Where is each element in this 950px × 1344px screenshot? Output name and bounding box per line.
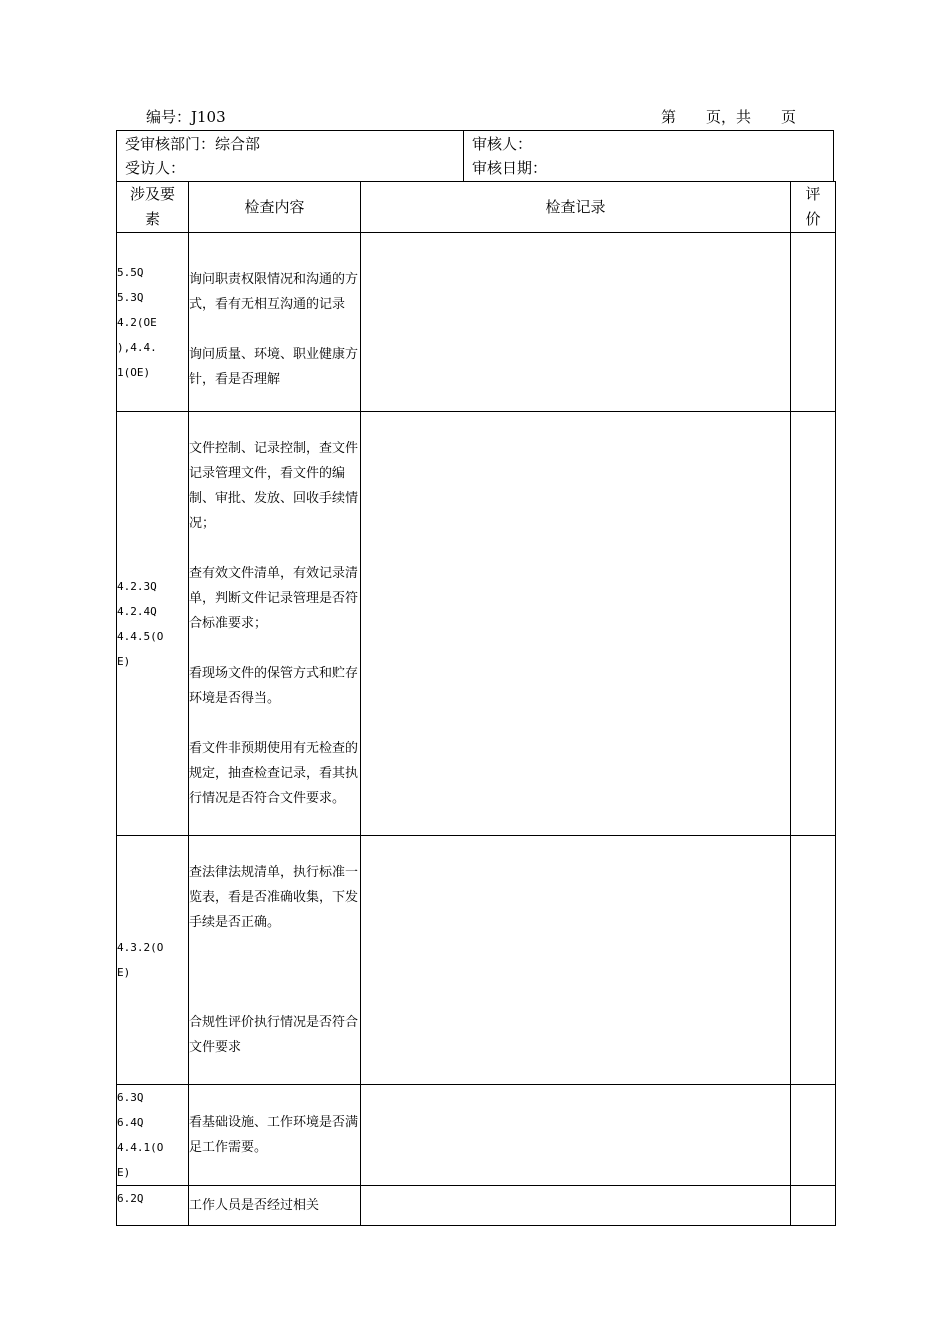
clause-cell: 6.2Q <box>117 1186 189 1226</box>
checklist-table <box>116 181 836 1226</box>
department-label: 受审核部门：综合部 <box>125 135 261 153</box>
auditor-label: 审核人： <box>472 135 533 153</box>
evaluation-cell[interactable] <box>791 836 836 1085</box>
table-row <box>117 412 836 836</box>
record-cell[interactable] <box>361 412 791 836</box>
document-number: 编号：J103 <box>146 108 226 126</box>
document-header <box>146 106 796 128</box>
audit-info-block <box>116 130 834 181</box>
clause-cell: 4.3.2(O E) <box>117 836 189 1085</box>
interviewee-label: 受访人： <box>125 159 186 177</box>
audit-checklist <box>116 130 834 1226</box>
page-info: 第 页，共 页 <box>660 108 796 126</box>
evaluation-cell[interactable] <box>791 233 836 412</box>
evaluation-cell[interactable] <box>791 412 836 836</box>
content-cell: 文件控制、记录控制，查文件记录管理文件，看文件的编制、审批、发放、回收手续情况； 查有效文件清单，有效记录清单，判断文件记录管理是否符合标准要求； 看现场文件的保管方式和贮存环境是否得当。 看文件非预期使用有无检查的规定，抽查检查记录，看其执行情况是否符合文件要求。 <box>189 412 361 836</box>
evaluation-cell[interactable] <box>791 1085 836 1186</box>
content-column-header: 检查内容 <box>189 182 361 233</box>
clause-column-header: 涉及要 素 <box>117 182 189 233</box>
content-cell: 看基础设施、工作环境是否满足工作需要。 <box>189 1085 361 1186</box>
content-cell: 询问职责权限情况和沟通的方式，看有无相互沟通的记录 询问质量、环境、职业健康方针，看是否理解 <box>189 233 361 412</box>
audit-date-label: 审核日期： <box>472 159 548 177</box>
content-cell: 工作人员是否经过相关 <box>189 1186 361 1226</box>
table-row <box>117 233 836 412</box>
table-row <box>117 1186 836 1226</box>
info-divider <box>463 131 464 181</box>
record-cell[interactable] <box>361 1085 791 1186</box>
evaluation-cell[interactable] <box>791 1186 836 1226</box>
table-row <box>117 1085 836 1186</box>
record-cell[interactable] <box>361 1186 791 1226</box>
table-header-row <box>117 182 836 233</box>
record-column-header: 检查记录 <box>361 182 791 233</box>
table-row <box>117 836 836 1085</box>
clause-cell: 6.3Q 6.4Q 4.4.1(O E) <box>117 1085 189 1186</box>
record-cell[interactable] <box>361 836 791 1085</box>
content-cell: 查法律法规清单，执行标准一览表，看是否准确收集，下发手续是否正确。 合规性评价执行情况是否符合文件要求 <box>189 836 361 1085</box>
evaluation-column-header: 评 价 <box>791 182 836 233</box>
clause-cell: 5.5Q 5.3Q 4.2(OE ),4.4. 1(OE) <box>117 233 189 412</box>
clause-cell: 4.2.3Q 4.2.4Q 4.4.5(O E) <box>117 412 189 836</box>
record-cell[interactable] <box>361 233 791 412</box>
